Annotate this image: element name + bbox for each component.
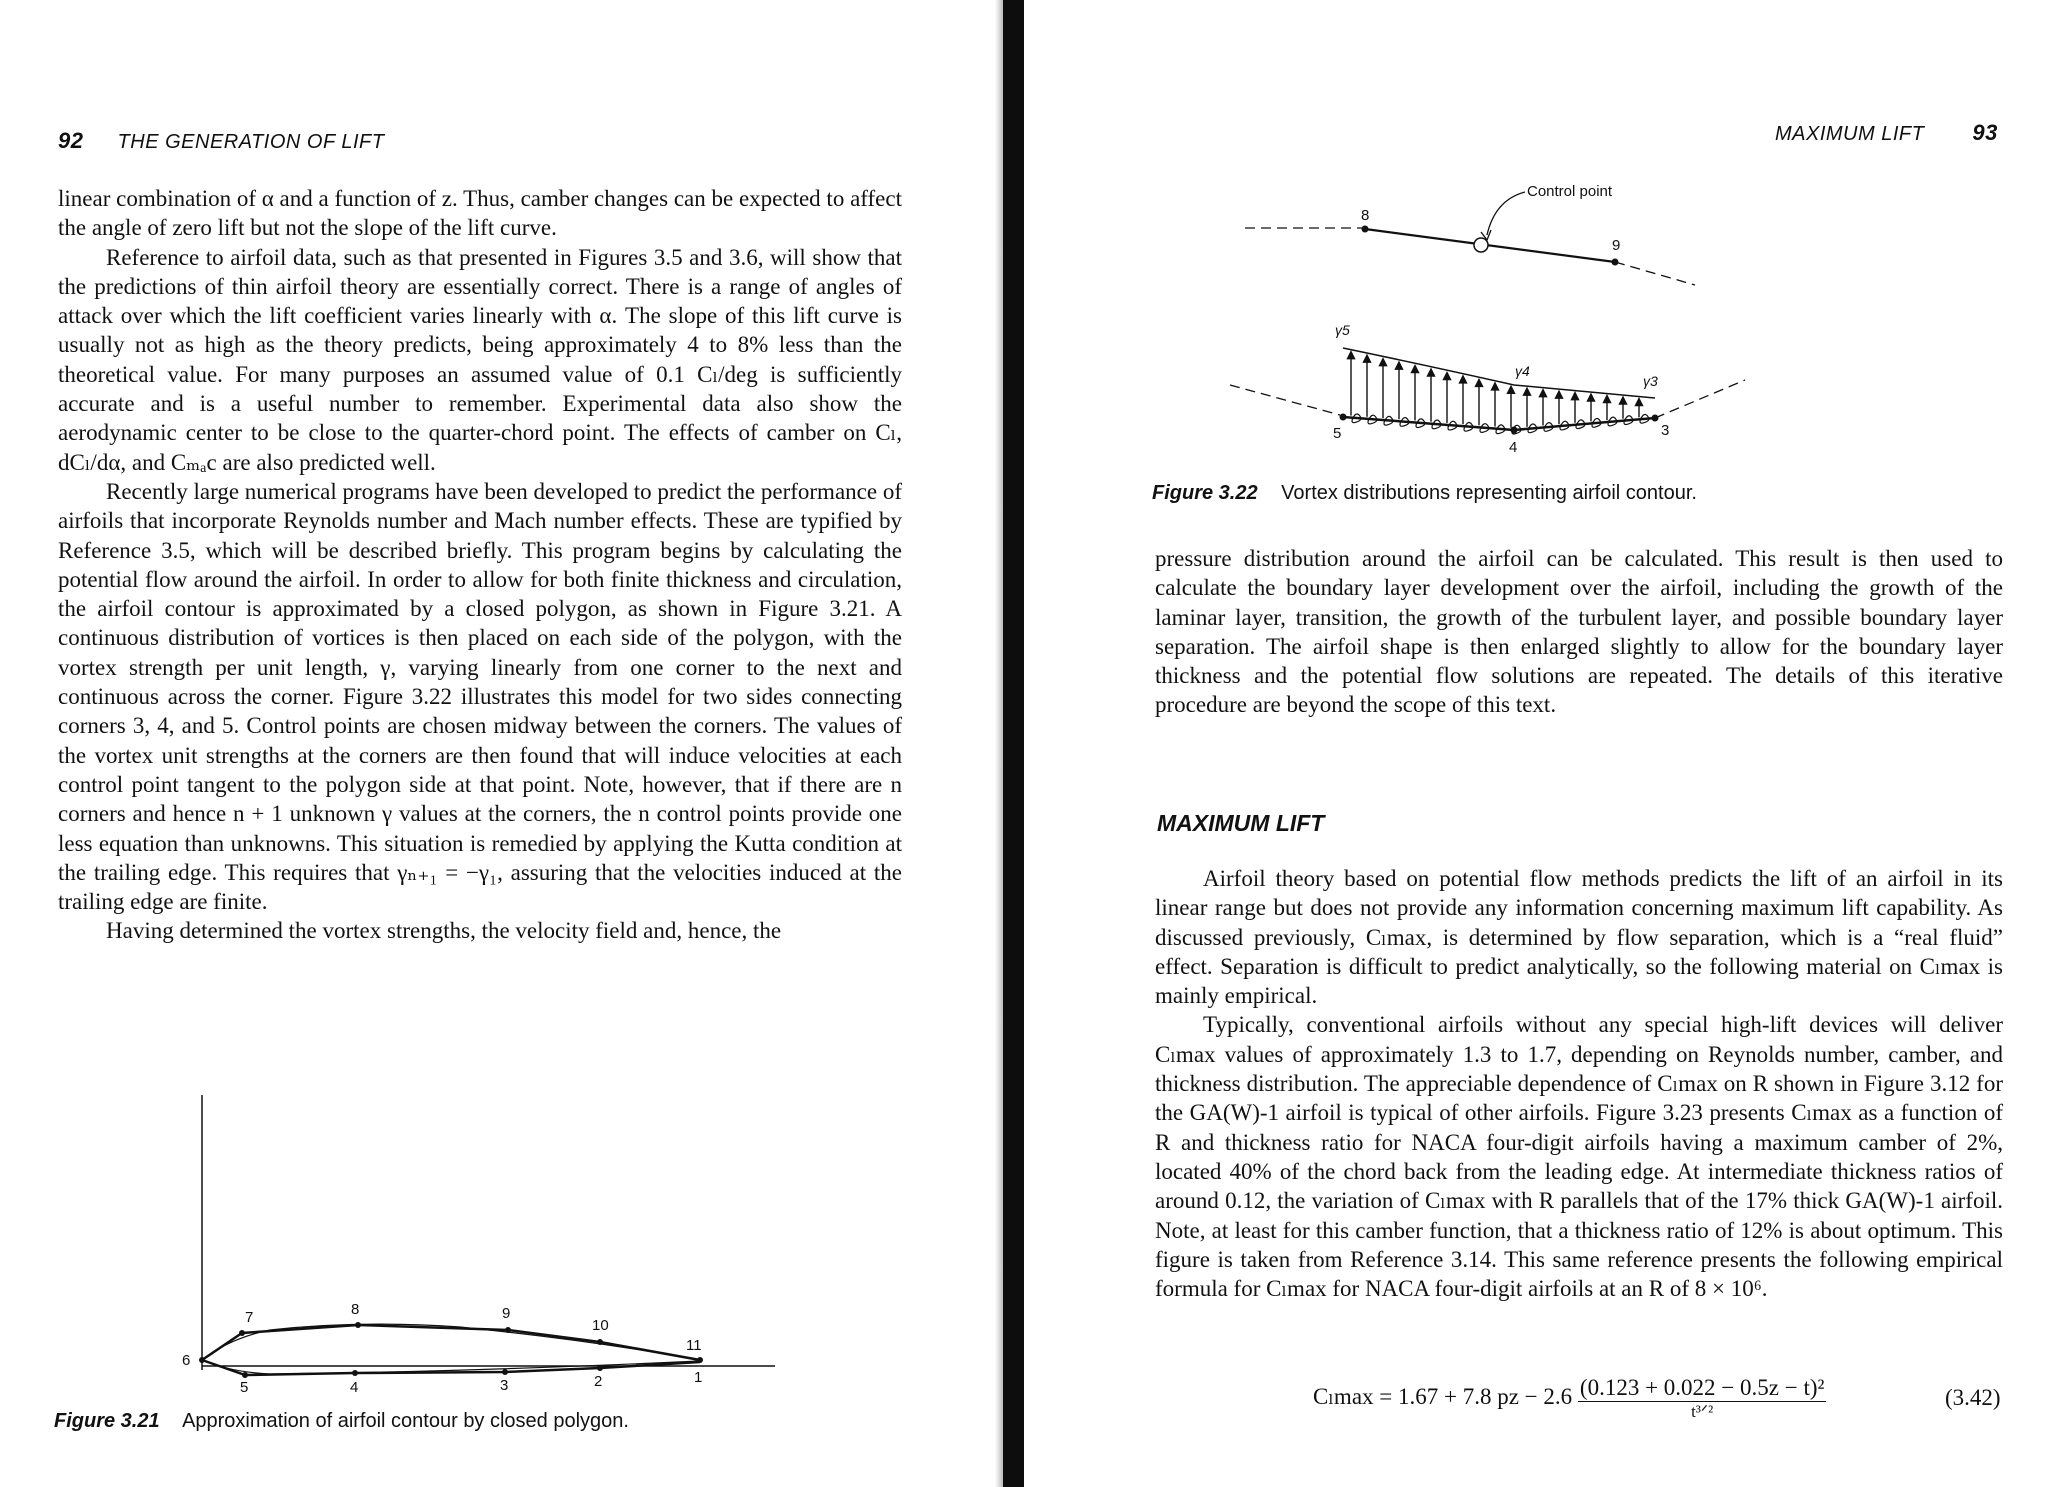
node-label: 6 <box>182 1352 191 1369</box>
node-label: 1 <box>694 1369 703 1386</box>
paragraph: Airfoil theory based on potential flow methods predicts the lift of an airfoil in its linear range but does not provide any information concerning maximum lift capability. As discussed previously, Cₗmax, is determined by flow separation, which is a “real fluid” effect. Separation is difficult to predict analytically, so the following material on Cₗmax is mainly empirical. <box>1155 866 2003 1009</box>
paragraph: Having determined the vortex strengths, the velocity field and, hence, the <box>106 918 782 944</box>
node-label: 4 <box>350 1379 359 1396</box>
running-head-left <box>58 128 385 154</box>
paragraph: Typically, conventional airfoils without any special high-lift devices will deliver Cₗmax values of approximately 1.3 to 1.7, depending on Reynolds number, camber, and thickness distribution. The appreciable dependence of Cₗmax on R shown in Figure 3.12 for the GA(W)-1 airfoil is typical of other airfoils. Figure 3.23 presents Cₗmax as a function of R and thickness ratio for NACA four-digit airfoils having a maximum camber of 2%, located 40% of the chord back from the leading edge. At intermediate thickness ratios of around 0.12, the variation of Cₗmax with R parallels that of the 17% thick GA(W)-1 airfoil. Note, at least for this camber function, that a thickness ratio of 12% is about optimum. This figure is taken from Reference 3.14. This same reference presents the following empirical formula for Cₗmax for NACA four-digit airfoils at an R of 8 × 10⁶. <box>1155 1012 2003 1302</box>
paragraph: Recently large numerical programs have been developed to predict the performance of airfoils that incorporate Reynolds number and Mach number effects. These are typified by Reference 3.5, which will be described briefly. This program begins by calculating the potential flow around the airfoil. In order to allow for both finite thickness and circulation, the airfoil contour is approximated by a closed polygon, as shown in Figure 3.21. A continuous distribution of vortices is then placed on each side of the polygon, with the vortex strength per unit length, γ, varying linearly from one corner to the next and continuous across the corner. Figure 3.22 illustrates this model for two sides connecting corners 3, 4, and 5. Control points are chosen midway between the corners. The values of the vortex unit strengths at the corners are then found that will induce velocities at each control point tangent to the polygon side at that point. Note, however, that if there are n corners and hence n + 1 unknown γ values at the corners, the n control points provide one less equation than unknowns. This situation is remedied by applying the Kutta condition at the trailing edge. This requires that γₙ₊₁ = −γ₁, assuring that the velocities induced at the trailing edge are finite. <box>58 478 902 915</box>
vortex-arrowhead <box>1380 359 1387 366</box>
page-number-right: 93 <box>1972 120 1998 145</box>
control-point-label: Control point <box>1527 183 1613 200</box>
vortex-arrowhead <box>1364 355 1371 362</box>
node-label: 5 <box>240 1379 249 1396</box>
right-body-top <box>1155 544 2003 720</box>
vortex-arrowhead <box>1348 352 1355 359</box>
running-head-right <box>1775 120 1998 146</box>
book-spine <box>1003 0 1024 1487</box>
node-label: 2 <box>594 1373 603 1390</box>
node-label: 7 <box>245 1309 254 1326</box>
paragraph: Reference to airfoil data, such as that presented in Figures 3.5 and 3.6, will show that the predictions of thin airfoil theory are essentially correct. There is a range of angles of attack over which the lift coefficient varies linearly with α. The slope of this lift curve is usually not as high as the theory predicts, being approximately 4 to 8% less than the theoretical value. For many purposes an assumed value of 0.1 Cₗ/deg is sufficiently accurate and is a useful number to remember. Experimental data also show the aerodynamic center to be close to the quarter-chord point. The effects of camber on Cₗ, dCₗ/dα, and Cₘₐc are also predicted well. <box>58 244 902 475</box>
vortex-arrowhead <box>1620 397 1627 404</box>
vortex-arrowhead <box>1476 379 1483 386</box>
gamma-label: γ5 <box>1335 322 1350 338</box>
gamma-label: γ3 <box>1643 373 1658 389</box>
figure-caption-text: Approximation of airfoil contour by closed polygon. <box>182 1410 629 1432</box>
equation-3-42 <box>1313 1375 1826 1422</box>
node-label: 8 <box>1361 207 1370 224</box>
node-label: 4 <box>1509 439 1518 456</box>
vortex-arrowhead <box>1492 383 1499 390</box>
node-label: 3 <box>1661 422 1670 439</box>
vortex-arrowhead <box>1604 396 1611 403</box>
vortex-arrows <box>1348 352 1643 428</box>
vortex-arrowhead <box>1460 376 1467 383</box>
left-body <box>58 184 902 946</box>
paragraph: linear combination of α and a function of z. Thus, camber changes can be expected to affect the angle of zero lift but not the slope of the lift curve. <box>58 186 902 241</box>
node-label: 10 <box>592 1317 609 1334</box>
node-label: 11 <box>686 1337 702 1354</box>
equation-number: (3.42) <box>1945 1385 2001 1410</box>
vortex-loops <box>1352 414 1649 434</box>
running-head-title-right: MAXIMUM LIFT <box>1775 123 1925 145</box>
vortex-arrowhead <box>1636 399 1643 406</box>
vortex-arrowhead <box>1508 386 1515 393</box>
gamma-label: γ4 <box>1515 363 1530 379</box>
vortex-arrowhead <box>1444 373 1451 380</box>
node-label: 5 <box>1333 425 1342 442</box>
figure-3-22-caption <box>1152 482 1697 505</box>
vortex-arrowhead <box>1524 388 1531 395</box>
right-body <box>1155 864 2003 1303</box>
spine-shadow <box>995 0 1003 1487</box>
vortex-arrowhead <box>1412 366 1419 373</box>
equation-denominator: t³ᐟ² <box>1691 1402 1714 1421</box>
figure-3-22 <box>1225 170 1965 470</box>
right-page <box>1025 0 2048 1487</box>
running-head-title-left: THE GENERATION OF LIFT <box>117 131 385 153</box>
equation-numerator: (0.123 + 0.022 − 0.5z − t)² <box>1579 1375 1825 1400</box>
vortex-arrowhead <box>1572 393 1579 400</box>
vortex-arrowhead <box>1556 391 1563 398</box>
figure-3-21 <box>160 1090 800 1400</box>
page-number-left: 92 <box>58 128 84 153</box>
equation-fraction <box>1578 1375 1826 1422</box>
figure-label: Figure 3.22 <box>1152 482 1258 504</box>
equation-lhs: Cₗmax = 1.67 + 7.8 pz − 2.6 <box>1313 1383 1573 1409</box>
figure-caption-text: Vortex distributions representing airfoil contour. <box>1281 482 1697 504</box>
vortex-arrowhead <box>1428 369 1435 376</box>
node-label: 3 <box>500 1377 509 1394</box>
vortex-arrowhead <box>1396 362 1403 369</box>
paragraph: pressure distribution around the airfoil can be calculated. This result is then used to calculate the boundary layer development over the airfoil, including the growth of the laminar layer, transition, the growth of the turbulent layer, and possible boundary layer separation. The airfoil shape is then enlarged slightly to allow for the boundary layer thickness and the potential flow solutions are repeated. The details of this iterative procedure are beyond the scope of this text. <box>1155 546 2003 718</box>
figure-3-21-caption <box>54 1410 629 1433</box>
figure-label: Figure 3.21 <box>54 1410 160 1432</box>
left-page <box>0 0 1010 1487</box>
node-label: 9 <box>502 1305 511 1322</box>
node-label: 9 <box>1612 237 1621 254</box>
node-label: 8 <box>351 1301 360 1318</box>
section-heading: MAXIMUM LIFT <box>1157 810 1325 836</box>
vortex-arrowhead <box>1540 390 1547 397</box>
vortex-arrowhead <box>1588 394 1595 401</box>
